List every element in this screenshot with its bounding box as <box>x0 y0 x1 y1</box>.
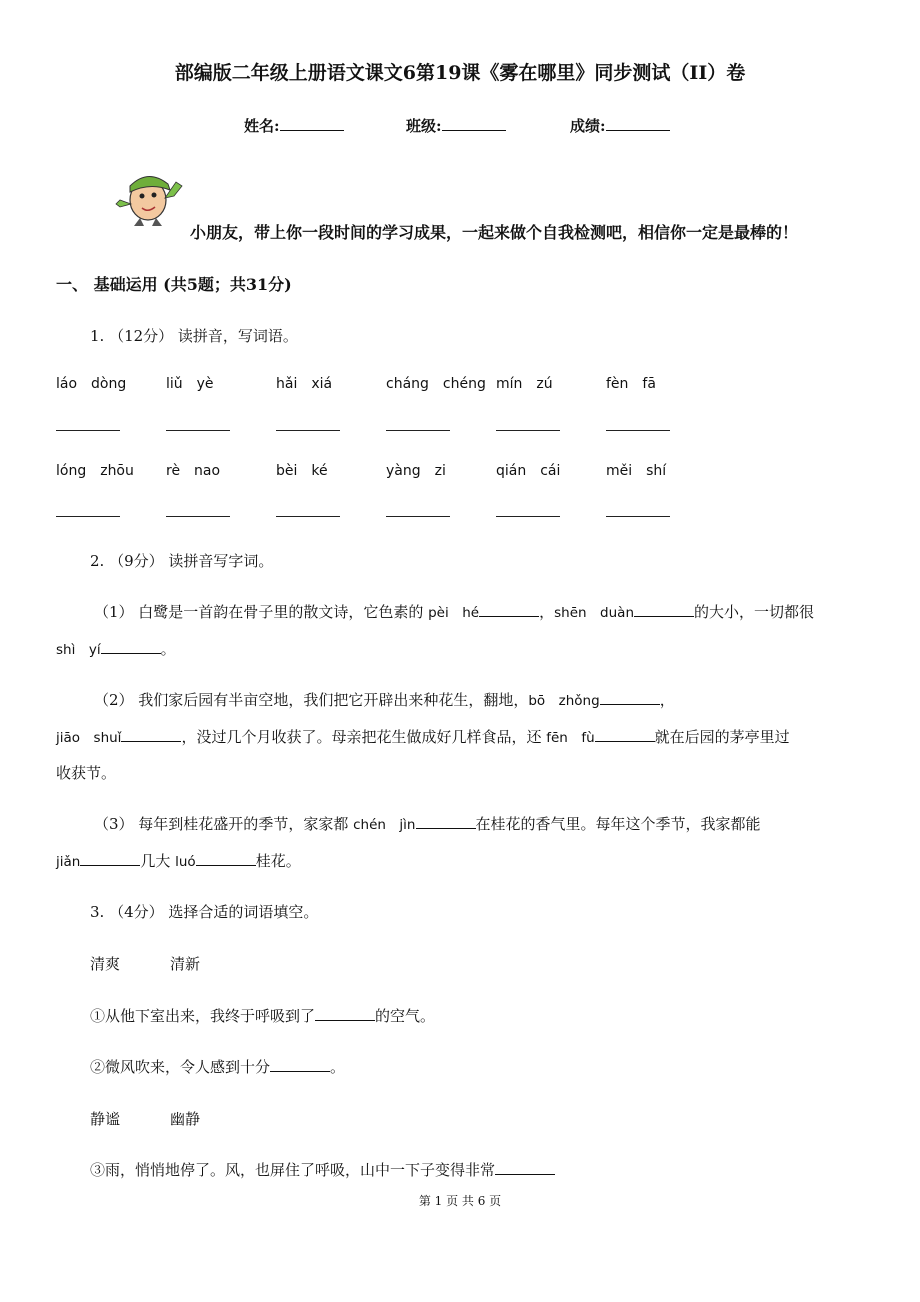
q2-paragraph-2-line-3: 收获节。 <box>56 764 117 782</box>
q1-answer-1[interactable] <box>56 430 120 431</box>
q1-pinyin-8: rè nao <box>166 463 221 479</box>
q3-word-option-2: 清新 <box>170 955 201 973</box>
q1-pinyin-7: lóng zhōu <box>56 463 134 479</box>
q2-p1-text-b: ， <box>539 603 555 621</box>
score-label: 成绩: <box>570 117 606 135</box>
q2-paragraph-2-line-2 <box>56 726 790 747</box>
mascot-icon <box>110 160 190 230</box>
q1-answer-8[interactable] <box>166 516 230 517</box>
q2-p2-text-a: （2） 我们家后园有半亩空地，我们把它开辟出来种花生，翻地， <box>94 691 529 709</box>
q1-answer-4[interactable] <box>386 430 450 431</box>
q2-p2-blank-1[interactable] <box>600 692 660 705</box>
q3-header: 3. （4分） 选择合适的词语填空。 <box>90 903 319 921</box>
q2-p1-blank-3[interactable] <box>101 641 161 654</box>
q2-p2-text-c: ，没过几个月收获了。母亲把花生做成好几样食品，还 <box>181 728 547 746</box>
q2-paragraph-1-line-2 <box>56 638 176 659</box>
q2-p2-text-b: ， <box>659 691 675 709</box>
q1-answer-10[interactable] <box>386 516 450 517</box>
q1-answer-5[interactable] <box>496 430 560 431</box>
q1-answer-2[interactable] <box>166 430 230 431</box>
score-blank[interactable] <box>606 116 670 131</box>
q1-pinyin-6: fèn fā <box>606 376 656 392</box>
q3-word-option-3: 静谧 <box>90 1110 121 1128</box>
q3-s3-blank[interactable] <box>495 1162 555 1175</box>
q1-answer-3[interactable] <box>276 430 340 431</box>
q2-p3-blank-2[interactable] <box>80 853 140 866</box>
q2-p3-text-b: 在桂花的香气里。每年这个季节，我家都能 <box>475 815 761 833</box>
q2-paragraph-2-line-1 <box>94 689 675 710</box>
q3-s1-end: 的空气。 <box>375 1007 436 1025</box>
q3-s1-text: ①从他下室出来，我终于呼吸到了 <box>90 1007 316 1025</box>
class-label: 班级: <box>406 117 442 135</box>
name-field <box>244 115 344 136</box>
q1-pinyin-11: qián cái <box>496 463 561 479</box>
q1-pinyin-10: yàng zi <box>386 463 446 479</box>
q2-p3-text-a: （3） 每年到桂花盛开的季节，家家都 <box>94 815 354 833</box>
q1-pinyin-9: bèi ké <box>276 463 328 479</box>
section-heading: 一、 基础运用 (共5题；共31分) <box>56 275 292 294</box>
q1-pinyin-2: liǔ yè <box>166 376 214 392</box>
q2-p3-text-c: 几大 <box>140 852 176 870</box>
q2-p3-text-d: 桂花。 <box>255 852 301 870</box>
q2-paragraph-1-line-1 <box>94 601 814 622</box>
q2-p1-pinyin-3: shì yí <box>56 642 101 658</box>
page-footer: 第 1 页 共 6 页 <box>418 1194 502 1208</box>
q2-p2-text-d: 就在后园的茅亭里过 <box>654 728 790 746</box>
q2-p2-pinyin-2: jiāo shuǐ <box>56 730 122 746</box>
q3-s2-end: 。 <box>330 1058 346 1076</box>
q2-p1-blank-1[interactable] <box>479 604 539 617</box>
q3-sentence-2 <box>90 1056 345 1077</box>
class-field <box>406 115 506 136</box>
q1-answer-6[interactable] <box>606 430 670 431</box>
q2-p3-blank-3[interactable] <box>196 853 256 866</box>
q1-answer-7[interactable] <box>56 516 120 517</box>
q3-sentence-3 <box>90 1159 555 1180</box>
q2-p3-blank-1[interactable] <box>416 816 476 829</box>
q2-paragraph-3-line-2 <box>56 850 301 871</box>
q1-answer-11[interactable] <box>496 516 560 517</box>
q2-header: 2. （9分） 读拼音写字词。 <box>90 552 274 570</box>
q2-p2-pinyin-3: fēn fù <box>546 730 595 746</box>
q3-word-option-4: 幽静 <box>170 1110 201 1128</box>
q1-answer-9[interactable] <box>276 516 340 517</box>
q2-paragraph-3-line-1 <box>94 813 761 834</box>
q1-pinyin-5: mín zú <box>496 376 553 392</box>
q2-p3-pinyin-3: luó <box>175 854 196 870</box>
q1-pinyin-3: hǎi xiá <box>276 376 333 392</box>
q1-pinyin-12: měi shí <box>606 463 667 479</box>
q2-p1-pinyin-2: shēn duàn <box>554 605 635 621</box>
q3-s3-text: ③雨，悄悄地停了。风，也屏住了呼吸，山中一下子变得非常 <box>90 1161 496 1179</box>
intro-text: 小朋友，带上你一段时间的学习成果，一起来做个自我检测吧，相信你一定是最棒的！ <box>190 223 799 242</box>
q2-p1-text-a: （1） 白鹭是一首韵在骨子里的散文诗，它色素的 <box>94 603 429 621</box>
q1-pinyin-4: cháng chéng <box>386 376 486 392</box>
q2-p1-text-c: 的大小，一切都很 <box>694 603 815 621</box>
q2-p3-pinyin-1: chén jìn <box>353 817 416 833</box>
q1-header: 1. （12分） 读拼音，写词语。 <box>90 327 298 345</box>
q2-p2-blank-2[interactable] <box>121 729 181 742</box>
name-blank[interactable] <box>280 116 344 131</box>
q2-p3-pinyin-2: jiǎn <box>56 854 81 870</box>
q3-s1-blank[interactable] <box>315 1008 375 1021</box>
q1-answer-12[interactable] <box>606 516 670 517</box>
q2-p2-blank-3[interactable] <box>595 729 655 742</box>
q3-s2-text: ②微风吹来，令人感到十分 <box>90 1058 271 1076</box>
q2-p2-pinyin-1: bō zhǒng <box>528 693 600 709</box>
q2-p1-blank-2[interactable] <box>634 604 694 617</box>
q2-p1-text-d: 。 <box>160 640 176 658</box>
score-field <box>570 115 670 136</box>
q3-s2-blank[interactable] <box>270 1059 330 1072</box>
q1-pinyin-1: láo dòng <box>56 376 127 392</box>
q3-word-option-1: 清爽 <box>90 955 121 973</box>
q3-sentence-1 <box>90 1005 435 1026</box>
class-blank[interactable] <box>442 116 506 131</box>
name-label: 姓名: <box>244 117 280 135</box>
page-title: 部编版二年级上册语文课文6第19课《雾在哪里》同步测试（II）卷 <box>174 62 746 84</box>
q2-p1-pinyin-1: pèi hé <box>428 605 480 621</box>
